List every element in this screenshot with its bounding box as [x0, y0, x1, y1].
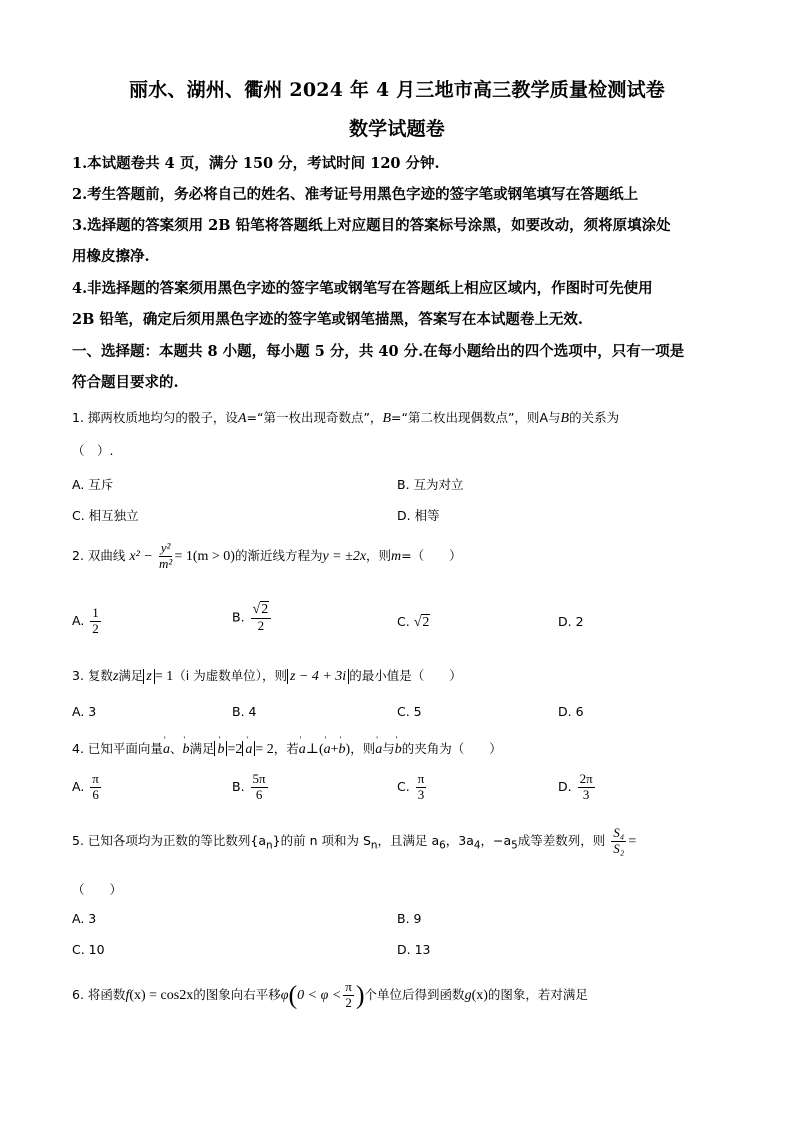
- q1-option-b: B. 互为对立: [397, 477, 464, 492]
- q3-option-a: A. 3: [72, 704, 97, 719]
- question-5: 5. 已知各项均为正数的等比数列$\{a_n\}$的前 n 项和为 $S_n$，且满足 $a_6$，$3a_4$，$-a_5$成等差数列，则 $\frac{\text{S₄}}{\text{S₂}}$ =: [72, 825, 637, 856]
- q5-option-a: A. 3: [72, 911, 97, 926]
- q2-option-d: D. 2: [558, 614, 584, 629]
- q5-fraction: $\frac{\text{S₄}}{\text{S₂}}$: [613, 825, 625, 856]
- q2-option-c: C. √2: [397, 614, 430, 630]
- q5-paren: （ ）: [72, 882, 123, 897]
- section-heading-cont: 符合题目要求的.: [72, 374, 179, 391]
- q2-option-b: B. $\frac{√2}{2}$: [232, 602, 273, 634]
- q4-option-a: A. $\frac{\pi}{6}$: [72, 771, 99, 802]
- q1-number: 1.: [72, 410, 84, 425]
- exam-subtitle: 数学试题卷: [348, 118, 445, 140]
- q1-paren: （ ）.: [72, 443, 114, 458]
- instruction-3-cont: 用橡皮擦净.: [72, 248, 150, 265]
- instruction-2: 2.考生答题前，务必将自己的姓名、准考证号用黑色字迹的签字笔或钢笔填写在答题纸上: [72, 186, 639, 203]
- question-2: 2. 双曲线 x² − $\frac{\text{y²}}{\text{m²}}$ = 1(m > 0)的渐近线方程为y = ±2x，则m=（ ）: [72, 540, 462, 571]
- q1-option-c: C. 相互独立: [72, 508, 139, 523]
- q4-option-c: C. $\frac{\pi}{3}$: [397, 771, 425, 802]
- q3-option-b: B. 4: [232, 704, 257, 719]
- q2-fraction: $\frac{\text{y²}}{\text{m²}}$: [158, 540, 173, 571]
- q5-option-d: D. 13: [397, 942, 431, 957]
- question-4: 4. 已知平面向量' a、' b满足' b =2' a = 2，若' a⊥(' a+' b)，则' a与' b的夹角为（ ）: [72, 739, 502, 758]
- q4-option-b: B. $\frac{5\pi}{6}$: [232, 771, 266, 802]
- q3-option-d: D. 6: [558, 704, 584, 719]
- section-heading: 一、选择题：本题共 8 小题，每小题 5 分，共 40 分.在每小题给出的四个选项中，只有一项是: [72, 343, 685, 360]
- q4-option-d: D. $\frac{2\pi}{3}$: [558, 771, 593, 802]
- q1-option-d: D. 相等: [397, 508, 440, 523]
- exam-title: 丽水、湖州、衢州 2024 年 4 月三地市高三教学质量检测试卷: [129, 79, 665, 101]
- q5-option-b: B. 9: [397, 911, 422, 926]
- q1-option-a: A. 互斥: [72, 477, 114, 492]
- q5-option-c: C. 10: [72, 942, 105, 957]
- question-1: 1. 掷两枚质地均匀的骰子，设A=“第一枚出现奇数点”，B=“第二枚出现偶数点”，则A与B的关系为: [72, 410, 620, 426]
- instruction-3: 3.选择题的答案须用 2B 铅笔将答题纸上对应题目的答案标号涂黑，如要改动，须将原填涂处: [72, 217, 671, 234]
- q3-option-c: C. 5: [397, 704, 422, 719]
- instruction-1: 1.本试题卷共 4 页，满分 150 分，考试时间 120 分钟.: [72, 155, 440, 172]
- instruction-4: 4.非选择题的答案须用黑色字迹的签字笔或钢笔写在答题纸上相应区域内，作图时可先使用: [72, 280, 653, 297]
- q2-option-a: A. $\frac{1}{2}$: [72, 605, 99, 636]
- question-6: 6. 将函数f(x) = cos2x的图象向右平移φ(0 < φ < $\frac{\pi}{2}$ )个单位后得到函数g(x)的图象，若对满足: [72, 979, 588, 1010]
- question-3: 3. 复数z满足 z = 1（i 为虚数单位），则 z − 4 + 3i 的最小值是（ ）: [72, 668, 462, 684]
- instruction-4-cont: 2B 铅笔，确定后须用黑色字迹的签字笔或钢笔描黑，答案写在本试题卷上无效.: [72, 311, 583, 328]
